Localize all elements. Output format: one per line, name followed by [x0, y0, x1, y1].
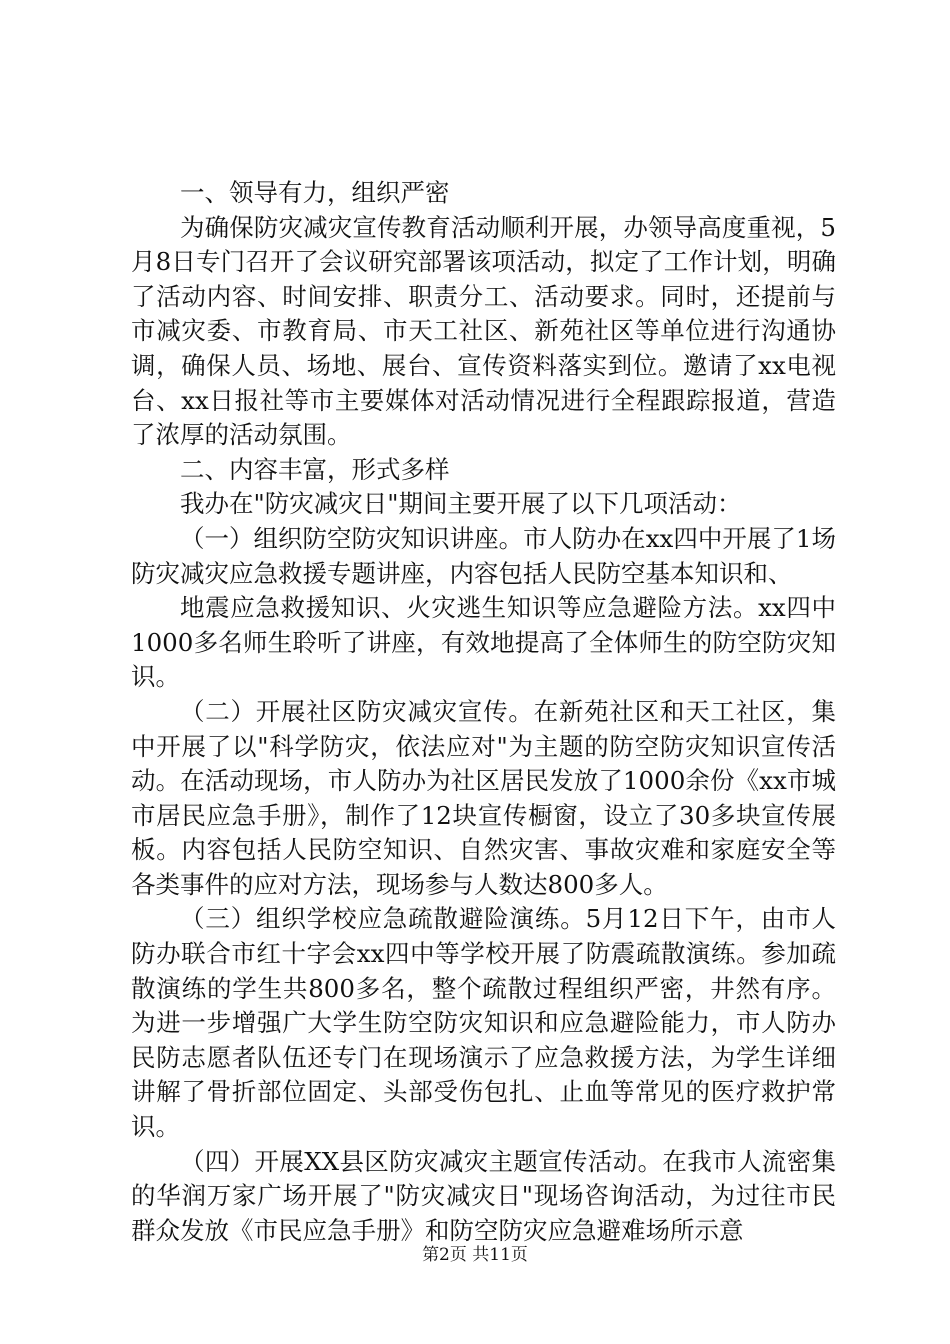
paragraph-2: 我办在"防灾减灾日"期间主要开展了以下几项活动： — [180, 489, 742, 519]
paragraph-item-1: （一）组织防空防灾知识讲座。市人防办在xx四中开展了1场防灾减灾应急救援专题讲座，内容包括人民防空基本知识和、 — [131, 523, 836, 588]
paragraph-item-4: （四）开展XX县区防灾减灾主题宣传活动。在我市人流密集的华润万家广场开展了"防灾减灾日"现场咨询活动，为过往市民群众发放《市民应急手册》和防空防灾应急避难场所示意 — [131, 1146, 836, 1245]
paragraph-1: 为确保防灾减灾宣传教育活动顺利开展，办领导高度重视，5月8日专门召开了会议研究部署该项活动，拟定了工作计划，明确了活动内容、时间安排、职责分工、活动要求。同时，还提前与市减灾委、市教育局、市天工社区、新苑社区等单位进行沟通协调，确保人员、场地、展台、宣传资料落实到位。邀请了xx电视台、xx日报社等市主要媒体对活动情况进行全程跟踪报道，营造了浓厚的活动氛围。 — [131, 212, 836, 450]
paragraph-item-2: （二）开展社区防灾减灾宣传。在新苑社区和天工社区，集中开展了以"科学防灾，依法应对"为主题的防空防灾知识宣传活动。在活动现场，市人防办为社区居民发放了1000余份《xx市城市居民应急手册》，制作了12块宣传橱窗，设立了30多块宣传展板。内容包括人民防空知识、自然灾害、事故灾难和家庭安全等各类事件的应对方法，现场参与人数达800多人。 — [131, 696, 836, 899]
paragraph-item-1-cont: 地震应急救援知识、火灾逃生知识等应急避险方法。xx四中1000多名师生聆听了讲座，有效地提高了全体师生的防空防灾知识。 — [131, 593, 836, 692]
document-body — [131, 176, 836, 1248]
section-heading-1: 一、领导有力，组织严密 — [180, 178, 450, 207]
section-heading-2: 二、内容丰富，形式多样 — [180, 454, 450, 484]
paragraph-item-3: （三）组织学校应急疏散避险演练。5月12日下午，由市人防办联合市红十字会xx四中等学校开展了防震疏散演练。参加疏散演练的学生共800多名，整个疏散过程组织严密，井然有序。为进一步增强广大学生防空防灾知识和应急避险能力，市人防办民防志愿者队伍还专门在现场演示了应急救援方法，为学生详细讲解了骨折部位固定、头部受伤包扎、止血等常见的医疗救护常识。 — [131, 904, 836, 1142]
page-number-footer: 第2页 共11页 — [422, 1245, 528, 1265]
